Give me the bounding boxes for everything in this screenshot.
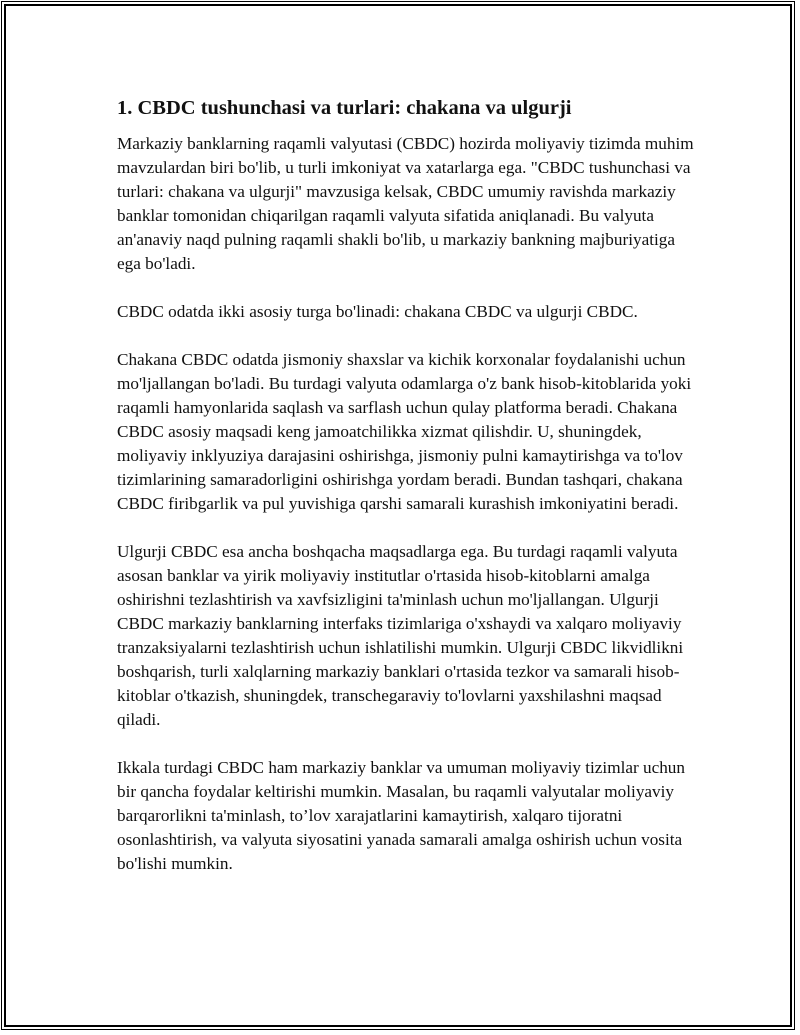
document-body: [117, 94, 697, 900]
paragraph-wholesale-cbdc: Ulgurji CBDC esa ancha boshqacha maqsadlarga ega. Bu turdagi raqamli valyuta asosan banklar va yirik moliyaviy institutlar o'rtasida hisob-kitoblarni amalga oshirishni tezlashtirish va xavfsizligini ta'minlash uchun mo'ljallangan. Ulgurji CBDC markaziy banklarning interfaks tizimlariga o'xshaydi va xalqaro moliyaviy tranzaksiyalarni tezlashtirish uchun ishlatilishi mumkin. Ulgurji CBDC likvidlikni boshqarish, turli xalqlarning markaziy banklari o'rtasida tezkor va samarali hisob-kitoblar o'tkazish, shuningdek, transchegaraviy to'lovlarni yaxshilashni maqsad qiladi.: [117, 542, 684, 729]
paragraph-retail-cbdc: Chakana CBDC odatda jismoniy shaxslar va kichik korxonalar foydalanishi uchun mo'ljallangan bo'ladi. Bu turdagi valyuta odamlarga o'z bank hisob-kitoblarida yoki raqamli hamyonlarida saqlash va sarflash uchun qulay platforma beradi. Chakana CBDC asosiy maqsadi keng jamoatchilikka xizmat qilishdir. U, shuningdek, moliyaviy inklyuziya darajasini oshirishga, jismoniy pulni kamaytirishga va to'lov tizimlarining samaradorligini oshirishga yordam beradi. Bundan tashqari, chakana CBDC firibgarlik va pul yuvishiga qarshi samarali kurashish imkoniyatini beradi.: [117, 350, 692, 513]
paragraph-cbdc-definition: Markaziy banklarning raqamli valyutasi (CBDC) hozirda moliyaviy tizimda muhim mavzulardan biri bo'lib, u turli imkoniyat va xatarlarga ega. "CBDC tushunchasi va turlari: chakana va ulgurji" mavzusiga kelsak, CBDC umumiy ravishda markaziy banklar tomonidan chiqarilgan raqamli valyuta sifatida aniqlanadi. Bu valyuta an'anaviy naqd pulning raqamli shakli bo'lib, u markaziy bankning majburiyatiga ega bo'ladi.: [117, 134, 694, 273]
section-heading: 1. CBDC tushunchasi va turlari: chakana va ulgurji: [117, 97, 572, 119]
paragraph-cbdc-types: CBDC odatda ikki asosiy turga bo'linadi: chakana CBDC va ulgurji CBDC.: [117, 302, 638, 321]
paragraph-cbdc-benefits: Ikkala turdagi CBDC ham markaziy banklar va umuman moliyaviy tizimlar uchun bir qancha foydalar keltirishi mumkin. Masalan, bu raqamli valyutalar moliyaviy barqarorlikni ta'minlash, to’lov xarajatlarini kamaytirish, xalqaro tijoratni osonlashtirish, va valyuta siyosatini yanada samarali amalga oshirish uchun vosita bo'lishi mumkin.: [117, 758, 685, 873]
